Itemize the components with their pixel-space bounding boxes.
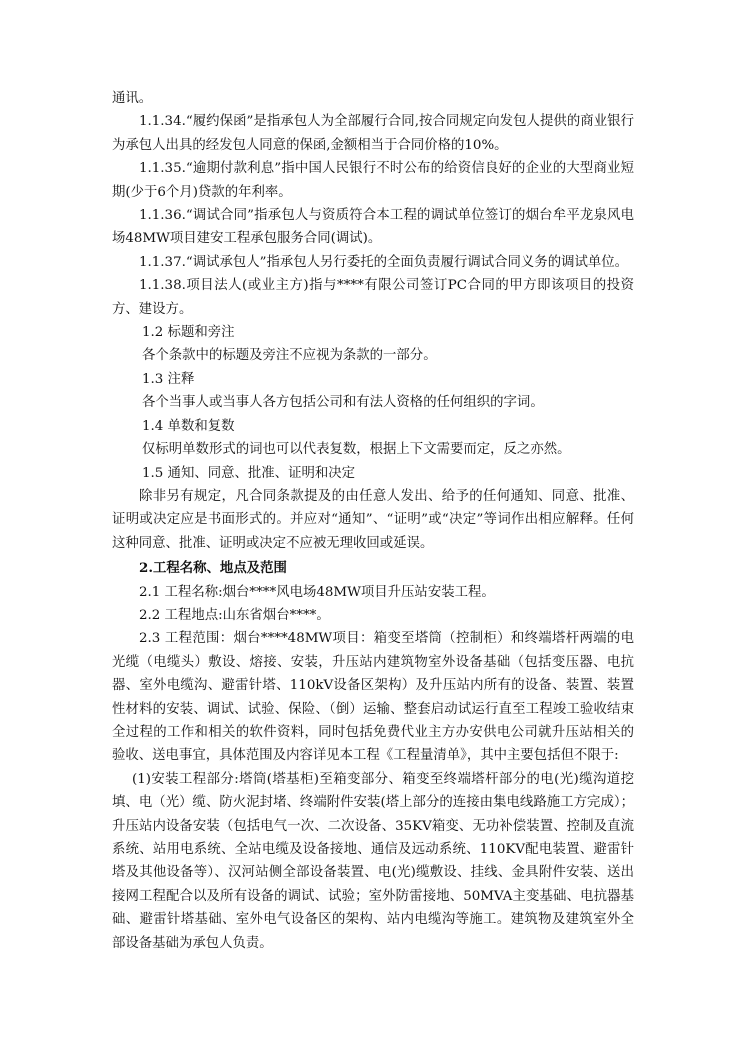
- clause-1-4-body: 仅标明单数形式的词也可以代表复数，根据上下文需要而定，反之亦然。: [142, 442, 571, 458]
- clause-1-1-38: 1.1.38.项目法人(或业主方)指与****有限公司签订PC合同的甲方即该项目的投资方、建设方。: [112, 278, 634, 317]
- heading-1-4: 1.4 单数和复数: [142, 418, 235, 434]
- clause-1-5-body: 除非另有规定，凡合同条款提及的由任意人发出、给予的任何通知、同意、批准、证明或决定应是书面形式的。并应对“通知”、“证明”或“决定”等词作出相应解释。任何这种同意、批准、证明或决定不应被无理收回或延误。: [112, 488, 634, 551]
- heading-1-3: 1.3 注释: [142, 371, 195, 387]
- clause-1-3-body: 各个当事人或当事人各方包括公司和有法人资格的任何组织的字词。: [142, 395, 544, 411]
- clause-2-3-item-1: (1)安装工程部分:塔筒(塔基柜)至箱变部分、箱变至终端塔杆部分的电(光)缆沟道挖填、电（光）缆、防火泥封堵、终端附件安装(塔上部分的连接由集电线路施工方完成）；升压站内设备安装（包括电气一次、二次设备、35KV箱变、无功补偿装置、控制及直流系统、站用电系统、全站电缆及设备接地、通信及远动系统、110KV配电装置、避雷针塔及其他设备等）、汉河站侧全部设备装置、电(光)缆敷设、挂线、金具附件安装、送出接网工程配合以及所有设备的调试、试验；室外防雷接地、50MVA主变基础、电抗器基础、避雷针塔基础、室外电气设备区的架构、站内电缆沟等施工。建筑物及建筑室外全部设备基础为承包人负责。: [112, 771, 634, 951]
- paragraph-continuation: 通讯。: [112, 91, 153, 106]
- heading-1-5: 1.5 通知、同意、批准、证明和决定: [142, 465, 356, 481]
- section-2-heading: 2.工程名称、地点及范围: [139, 560, 287, 577]
- heading-1-2: 1.2 标题和旁注: [142, 325, 235, 341]
- clause-1-1-37: 1.1.37.“调试承包人”指承包人另行委托的全面负责履行调试合同义务的调试单位。: [139, 254, 629, 270]
- clause-1-1-35: 1.1.35.“逾期付款利息”指中国人民银行不时公布的给资信良好的企业的大型商业短期(少于6个月)贷款的年利率。: [112, 161, 634, 200]
- document-body: [112, 87, 634, 955]
- clause-2-2: 2.2 工程地点:山东省烟台****。: [139, 607, 330, 623]
- clause-1-2-body: 各个条款中的标题及旁注不应视为条款的一部分。: [142, 348, 437, 364]
- clause-2-1: 2.1 工程名称:烟台****风电场48MW项目升压站安装工程。: [139, 584, 495, 600]
- clause-1-1-36: 1.1.36.“调试合同”指承包人与资质符合本工程的调试单位签订的烟台牟平龙泉风电场48MW项目建安工程承包服务合同(调试)。: [112, 208, 634, 247]
- clause-1-1-34: 1.1.34.“履约保函”是指承包人为全部履行合同,按合同规定向发包人提供的商业银行为承包人出具的经发包人同意的保函,金额相当于合同价格的10%。: [112, 114, 634, 153]
- clause-2-3: 2.3 工程范围：烟台****48MW项目：箱变至塔筒（控制柜）和终端塔杆两端的电光缆（电缆头）敷设、熔接、安装，升压站内建筑物室外设备基础（包括变压器、电抗器、室外电缆沟、避雷针塔、110kV设备区架构）及升压站内所有的设备、装置、装置性材料的安装、调试、试验、保险、（倒）运输、整套启动试运行直至工程竣工验收结束全过程的工作和相关的软件资料，同时包括免费代业主方办安供电公司就升压站相关的验收、送电事宜，具体范围及内容详见本工程《工程量清单》，其中主要包括但不限于:: [112, 631, 634, 764]
